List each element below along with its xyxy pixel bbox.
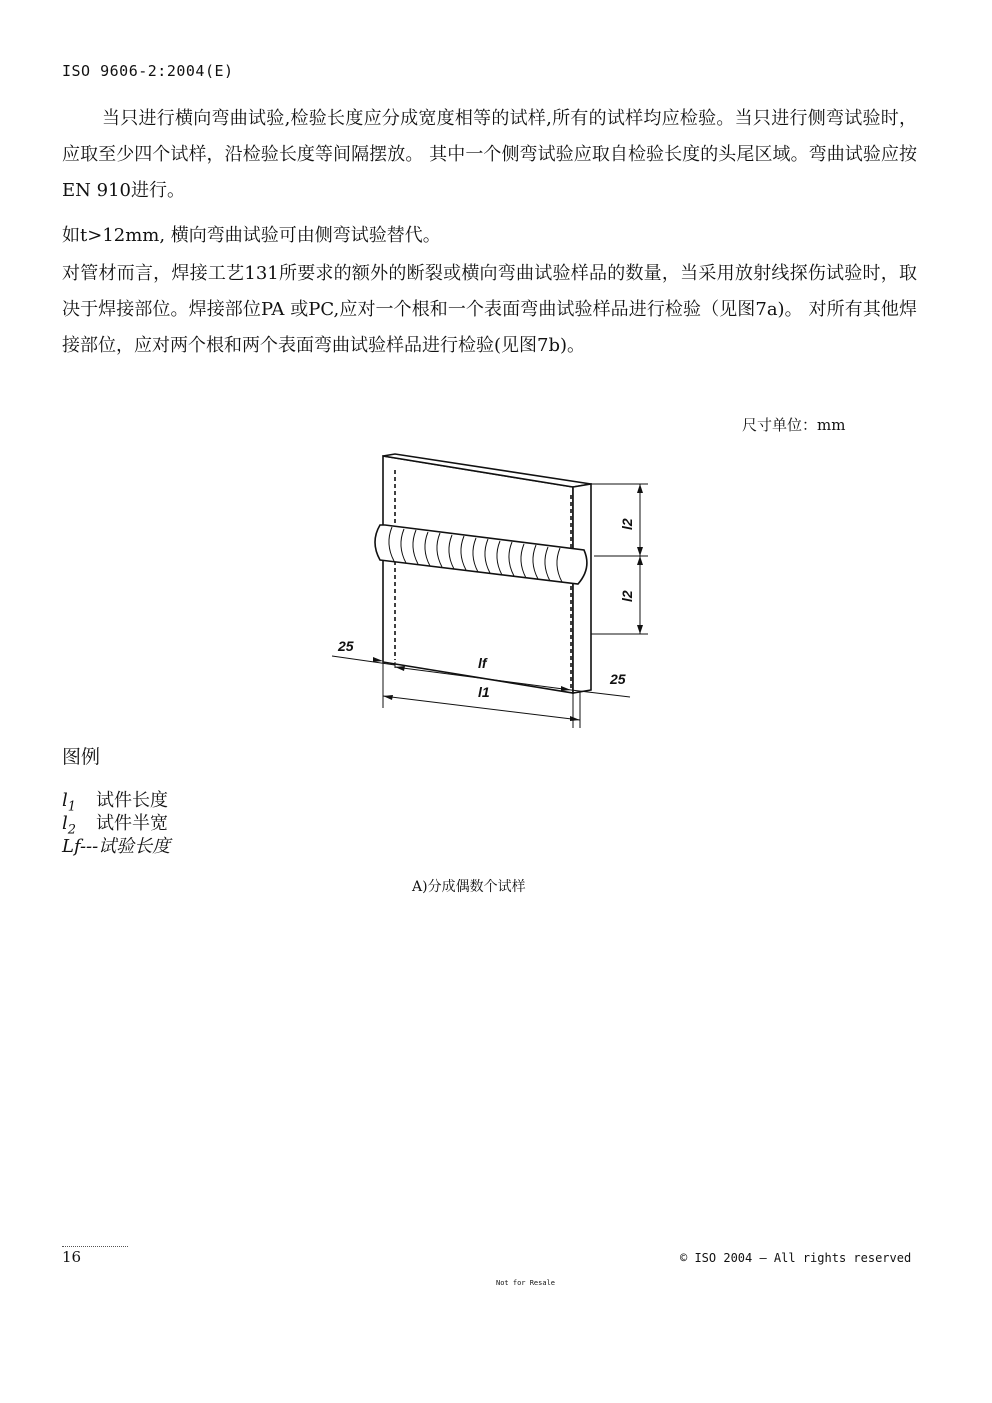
legend-item-lf: Lf---试验长度: [62, 836, 171, 857]
copyright-notice: © ISO 2004 – All rights reserved: [680, 1251, 912, 1265]
dim-left-25: 25: [338, 638, 354, 654]
dim-l1: l1: [478, 684, 490, 700]
not-for-resale-note: Not for Resale: [496, 1279, 556, 1287]
plate-side-face: [573, 484, 591, 693]
specimen-figure: [320, 440, 660, 740]
document-header: ISO 9606-2:2004(E): [62, 62, 234, 80]
legend-item-l1: $l_1$ 试件长度: [62, 790, 168, 815]
paragraph-side-bend-substitution: 如t>12mm, 横向弯曲试验可由侧弯试验替代。: [62, 225, 441, 246]
legend-item-l2: $l_2$ 试件半宽: [62, 813, 168, 838]
figure-caption: A)分成偶数个试样: [412, 879, 526, 895]
footer-stub-line: [62, 1246, 128, 1247]
dim-lf: lf: [478, 655, 487, 671]
paragraph-pipe-bend-tests: 对管材而言，焊接工艺131所要求的额外的断裂或横向弯曲试验样品的数量，当采用放射线探伤试验时，取决于焊接部位。焊接部位PA 或PC,应对一个根和一个表面弯曲试验样品进行检验（见图7a)。 对所有其他焊接部位，应对两个根和两个表面弯曲试验样品进行检验(见图7b)。: [62, 263, 917, 356]
dim-l2-lower: l2: [619, 590, 635, 602]
dim-l2-upper: l2: [619, 518, 635, 530]
legend-title: 图例: [62, 746, 101, 768]
paragraph-bend-test-specimens: 当只进行横向弯曲试验,检验长度应分成宽度相等的试样,所有的试样均应检验。当只进行侧弯试验时，应取至少四个试样，沿检验长度等间隔摆放。 其中一个侧弯试验应取自检验长度的头尾区域。弯曲试验应按EN 910进行。: [62, 108, 917, 201]
dim-right-25: 25: [610, 671, 626, 687]
dimension-units-note: 尺寸单位：mm: [742, 416, 846, 434]
page-number: 16: [62, 1248, 82, 1266]
